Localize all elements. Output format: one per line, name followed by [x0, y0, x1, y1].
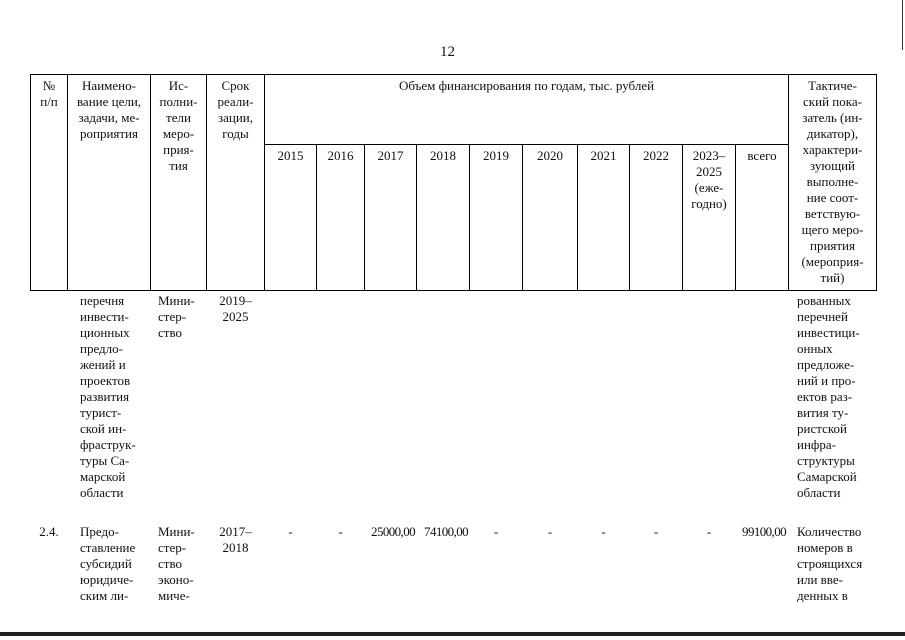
- header-year: 2016: [327, 148, 354, 163]
- header-executors: Ис- полни- тели меро- прия- тия: [159, 78, 198, 173]
- row2-value: -: [493, 524, 499, 539]
- col-divider: [264, 74, 265, 291]
- row2-value: 74100,00: [424, 524, 468, 539]
- year-col-divider: [522, 144, 523, 291]
- year-col-divider: [577, 144, 578, 291]
- header-num: № п/п: [40, 78, 58, 109]
- header-year: 2015: [277, 148, 304, 163]
- row2-name: Предо- ставление субсидий юридиче- ским ли-: [80, 524, 136, 603]
- header-year: 2019: [483, 148, 509, 163]
- year-col-divider: [469, 144, 470, 291]
- row2-executor: Мини- стер- ство эконо- миче-: [158, 524, 195, 603]
- row1-period: 2019– 2025: [219, 293, 252, 324]
- row2-value: -: [653, 524, 659, 539]
- header-year: 2017: [377, 148, 404, 163]
- header-year: 2020: [537, 148, 563, 163]
- table-right-border: [876, 74, 877, 291]
- row2-total: 99100,00: [742, 524, 786, 539]
- year-col-divider: [316, 144, 317, 291]
- row2-value: 25000,00: [371, 524, 415, 539]
- row2-value: -: [601, 524, 606, 539]
- header-bottom-border: [30, 290, 877, 291]
- bottom-rule: [0, 632, 905, 636]
- row2-indicator: Количество номеров в строящихся или вве- денных в: [797, 524, 863, 603]
- row1-executor: Мини- стер- ство: [158, 293, 195, 340]
- year-col-divider: [364, 144, 365, 291]
- year-col-divider: [416, 144, 417, 291]
- row2-num: 2.4.: [39, 524, 59, 539]
- header-total: всего: [747, 148, 777, 163]
- row2-value: -: [706, 524, 712, 539]
- header-year: 2021: [590, 148, 617, 163]
- table-top-border: [30, 74, 877, 75]
- page-edge-mark: [902, 0, 903, 50]
- years-top-border: [264, 144, 788, 145]
- row1-indicator: рованных перечней инвестици- онных предложе- ний и про- ектов раз- вития ту- ристской инфра- структуры Самарской области: [797, 293, 860, 500]
- page-number: 12: [440, 44, 455, 60]
- row2-value: -: [338, 524, 343, 539]
- header-period: Срок реали- зации, годы: [217, 78, 254, 141]
- header-year-range: 2023– 2025 (еже- годно): [691, 148, 727, 211]
- header-name: Наимено- вание цели, задачи, ме- роприятия: [76, 78, 142, 141]
- header-funding: Объем финансирования по годам, тыс. рублей: [398, 78, 655, 93]
- row1-name: перечня инвести- ционных предло- жений и проектов развития турист- ской ин- фраструк- туры Са- марской области: [80, 293, 136, 500]
- row2-value: -: [547, 524, 553, 539]
- header-year: 2022: [643, 148, 669, 163]
- row2-value: -: [288, 524, 293, 539]
- header-indicator: Тактиче- ский пока- затель (ин- дикатор), характери- зующий выполне- ние соот- ветствую- щего меро- приятия (мероприя- тий): [801, 78, 864, 285]
- row2-period: 2017– 2018: [219, 524, 252, 555]
- header-year: 2018: [430, 148, 456, 163]
- year-col-divider: [735, 144, 736, 291]
- year-col-divider: [629, 144, 630, 291]
